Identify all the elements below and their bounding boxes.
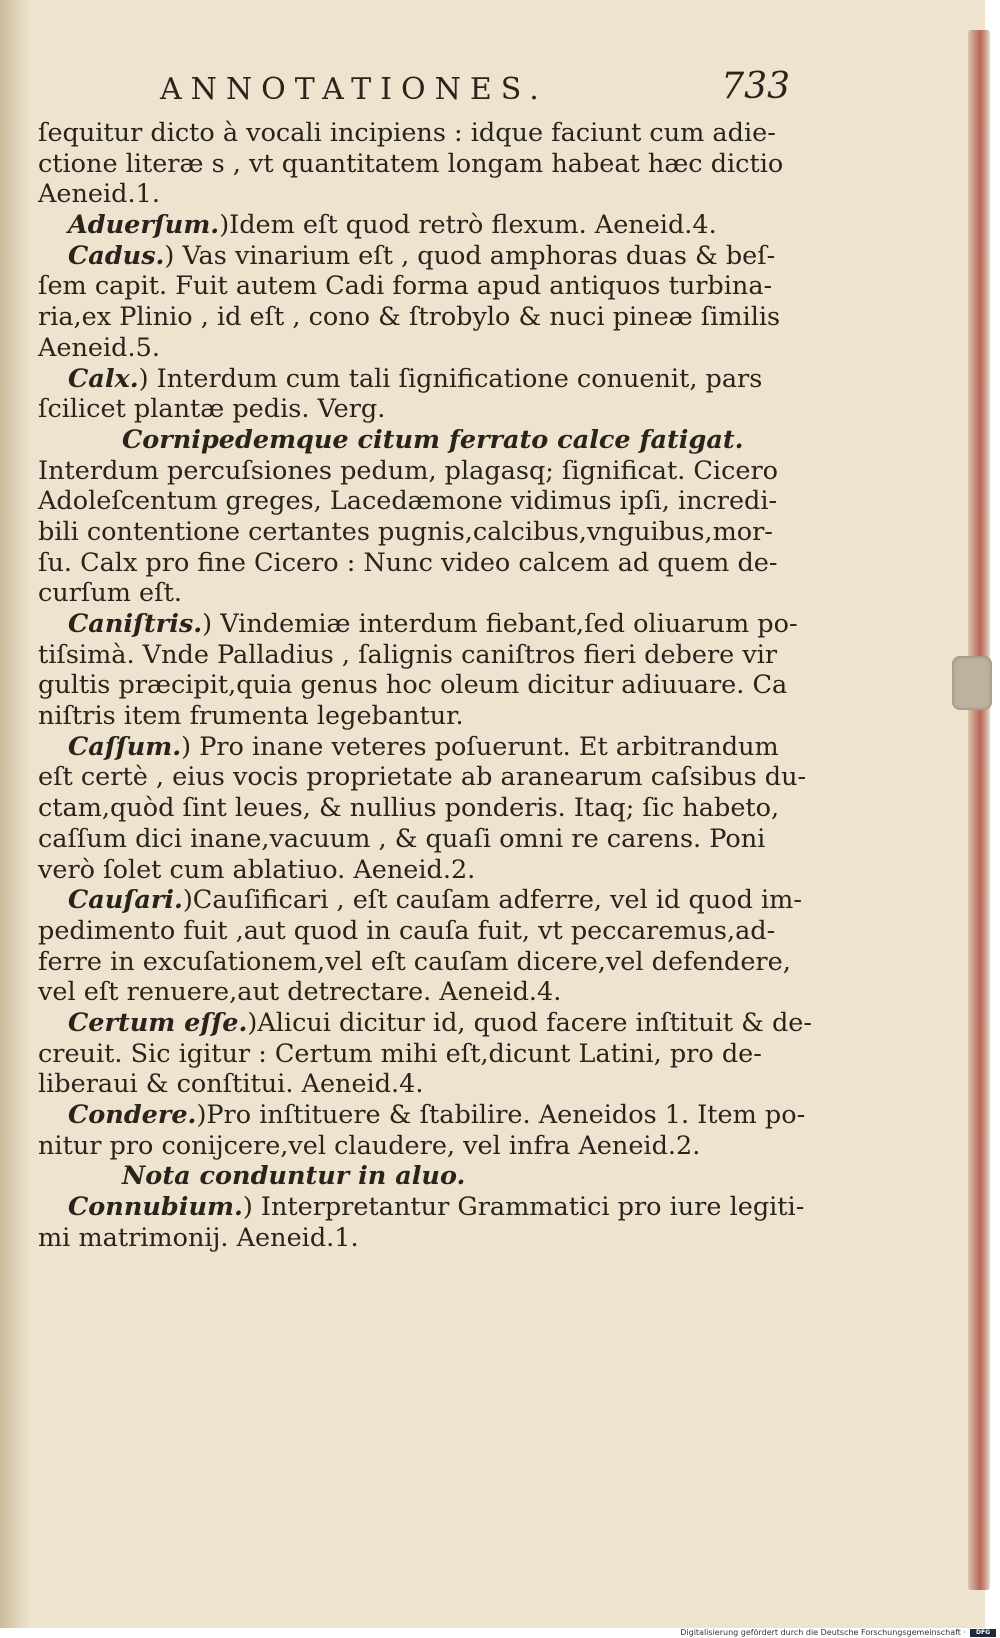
text-line: [38, 762, 807, 793]
line-text: ſu. Calx pro fine Cicero : Nunc video calcem ad quem de-: [38, 547, 778, 578]
lemma-headword: Cauſari.: [68, 885, 183, 916]
line-text: Interdum percuſsiones pedum, plagasq; ſignificat. Cicero: [38, 455, 778, 486]
page-number: 733: [721, 66, 790, 107]
entry-line: [38, 609, 798, 640]
dfg-logo-icon: DFG: [970, 1629, 996, 1637]
text-line: [38, 394, 760, 425]
line-text: ſequitur dicto à vocali incipiens : idque faciunt cum adie-: [38, 118, 776, 148]
line-text: verò ſolet cum ablatiuo. Aeneid.2.: [38, 854, 476, 885]
line-text: )Idem eſt quod retrò flexum. Aeneid.4.: [219, 210, 717, 241]
line-text: Aeneid.1.: [38, 179, 160, 210]
line-text: bili contentione certantes pugnis,calcibus,vnguibus,mor-: [38, 516, 773, 547]
text-line: [38, 701, 760, 732]
line-text: )Pro inſtituere & ſtabilire. Aeneidos 1. Item po-: [196, 1100, 806, 1130]
line-text: Nota conduntur in aluo.: [122, 1161, 466, 1192]
text-line: [38, 148, 784, 180]
line-text: ) Pro inane veteres poſuerunt. Et arbitrandum: [181, 731, 779, 762]
text-line: [38, 578, 760, 609]
text-line: [38, 915, 776, 947]
entry-line: [38, 1100, 806, 1131]
lemma-headword: Aduerſum.: [68, 210, 220, 241]
entry-line: [38, 1192, 805, 1223]
line-text: ria,ex Plinio , id eſt , cono & ſtrobylo & nuci pineæ ſimilis: [38, 302, 781, 333]
text-line: [38, 1039, 760, 1070]
lemma-headword: Calx.: [68, 363, 139, 394]
text-block: [38, 118, 812, 1253]
text-line: [38, 793, 780, 824]
lemma-headword: Condere.: [68, 1100, 197, 1130]
entry-line: [38, 731, 779, 763]
line-text: curſum eſt.: [38, 578, 182, 609]
entry-line: [38, 885, 802, 916]
text-line: [38, 333, 760, 364]
line-text: eſt certè , eius vocis proprietate ab aranearum caſsibus du-: [38, 762, 807, 793]
line-text: ) Vas vinarium eſt , quod amphoras duas & beſ-: [164, 240, 776, 271]
text-line: [38, 823, 766, 855]
entry-line: [38, 363, 763, 395]
line-text: ) Vindemiæ interdum fiebant,ſed oliuarum po-: [202, 609, 798, 639]
digitization-credit: [0, 1628, 1000, 1638]
text-line: [38, 179, 760, 210]
entry-line: [38, 1007, 812, 1039]
quotation-line: [38, 425, 760, 456]
line-text: ſcilicet plantæ pedis. Verg.: [38, 394, 386, 425]
line-text: Cornipedemque citum ferrato calce fatigat.: [122, 424, 744, 455]
text-line: [38, 455, 778, 487]
text-line: [38, 486, 778, 517]
line-text: niſtris item frumenta legebantur.: [38, 701, 464, 732]
text-line: [38, 271, 773, 302]
line-text: Aeneid.5.: [38, 332, 160, 363]
page-header: [160, 66, 790, 116]
line-text: ctam,quòd ſint leues, & nullius ponderis. Itaq; ſic habeto,: [38, 793, 780, 824]
text-line: [38, 670, 788, 701]
line-text: ) Interdum cum tali ſignificatione conuenit, pars: [138, 363, 763, 394]
text-line: [38, 639, 778, 671]
text-line: [38, 1069, 760, 1100]
text-line: [38, 977, 760, 1008]
text-line: [38, 516, 773, 548]
credit-text: Digitalisierung gefördert durch die Deutsche Forschungsgemeinschaft ·: [680, 1628, 966, 1637]
line-text: ) Interpretantur Grammatici pro iure legiti-: [242, 1192, 805, 1223]
page-fore-edge: [968, 30, 990, 1590]
quotation-line: [38, 1161, 760, 1192]
entry-line: [38, 240, 776, 272]
text-line: [38, 1131, 760, 1162]
line-text: )Cauſificari , eſt cauſam adferre, vel id quod im-: [182, 885, 802, 916]
text-line: [38, 855, 760, 886]
lemma-headword: Certum eſſe.: [68, 1007, 248, 1038]
line-text: )Alicui dicitur id, quod facere inſtituit & de-: [247, 1007, 812, 1038]
text-line: [38, 302, 781, 333]
line-text: ſem capit. Fuit autem Cadi forma apud antiquos turbina-: [38, 271, 773, 302]
entry-line: [38, 210, 760, 241]
text-line: [38, 1223, 760, 1254]
page-tab-marker: [952, 656, 992, 710]
line-text: Adoleſcentum greges, Lacedæmone vidimus ipſi, incredi-: [38, 486, 778, 517]
lemma-headword: Connubium.: [68, 1192, 243, 1223]
text-line: [38, 118, 776, 149]
line-text: liberaui & conſtitui. Aeneid.4.: [38, 1069, 424, 1100]
lemma-headword: Caniſtris.: [68, 609, 203, 639]
line-text: caſſum dici inane,vacuum , & quaſi omni re carens. Poni: [38, 823, 766, 854]
line-text: mi matrimonij. Aeneid.1.: [38, 1222, 359, 1253]
line-text: ferre in excuſationem,vel eſt cauſam dicere,vel defendere,: [38, 946, 791, 977]
running-head: ANNOTATIONES.: [160, 72, 548, 107]
line-text: tiſsimà. Vnde Palladius , ſalignis caniſtros fieri debere vir: [38, 639, 778, 670]
lemma-headword: Caſſum.: [68, 731, 182, 762]
text-line: [38, 547, 778, 579]
line-text: nitur pro conijcere,vel claudere, vel infra Aeneid.2.: [38, 1130, 701, 1161]
text-line: [38, 946, 791, 978]
line-text: creuit. Sic igitur : Certum mihi eſt,dicunt Latini, pro de-: [38, 1038, 762, 1069]
line-text: vel eſt renuere,aut detrectare. Aeneid.4.: [38, 977, 562, 1008]
line-text: pedimento fuit ,aut quod in cauſa fuit, vt peccaremus,ad-: [38, 915, 776, 946]
line-text: gultis præcipit,quia genus hoc oleum dicitur adiuuare. Ca: [38, 670, 788, 701]
lemma-headword: Cadus.: [68, 240, 165, 271]
line-text: ctione literæ s , vt quantitatem longam habeat hæc dictio: [38, 148, 784, 179]
